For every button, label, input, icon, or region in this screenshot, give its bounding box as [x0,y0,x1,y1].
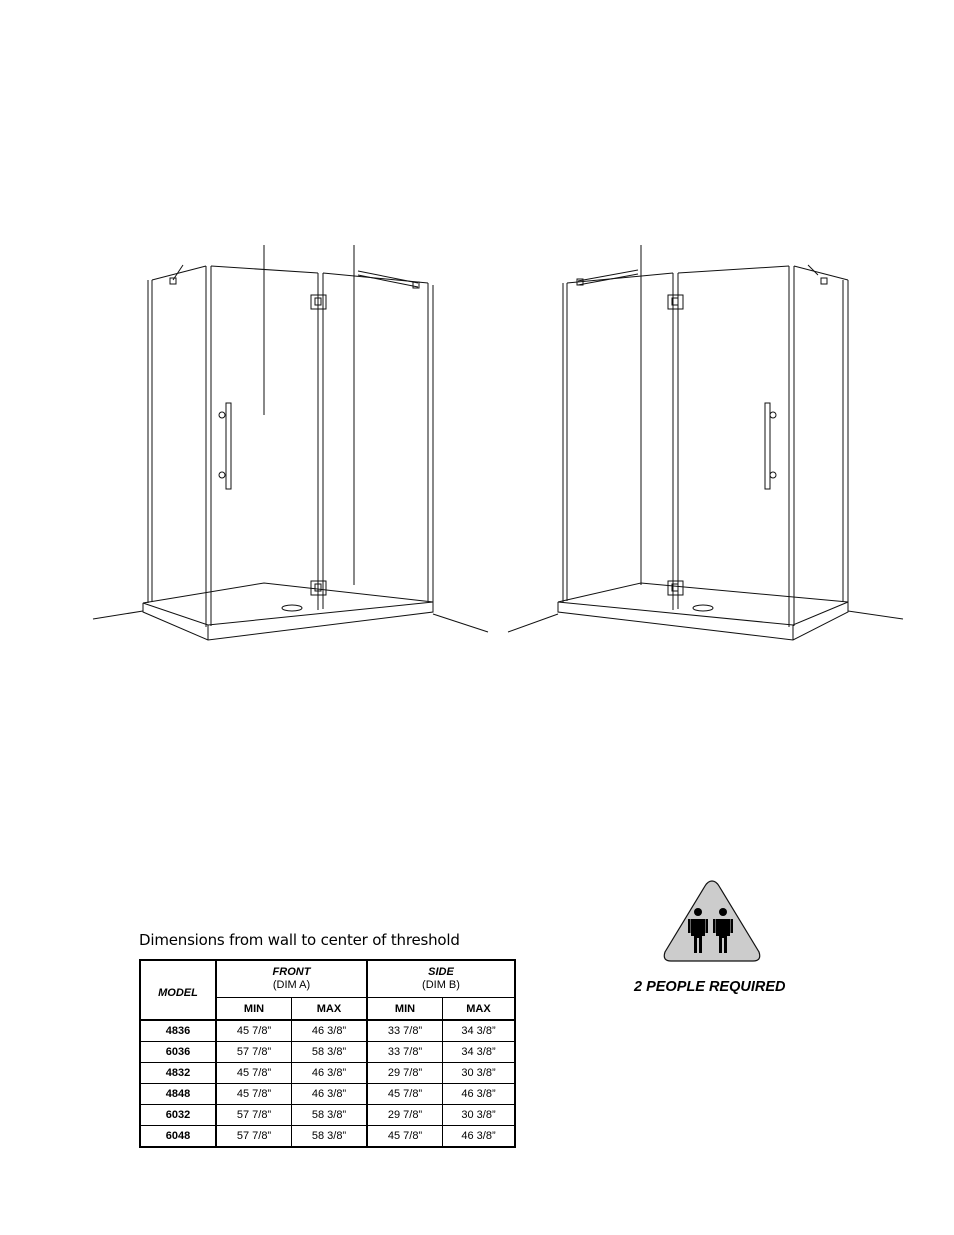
side-max-header: MAX [443,998,516,1021]
side-glass-panel [563,283,567,602]
table-caption: Dimensions from wall to center of threshold [139,931,460,949]
front-max-cell: 58 3/8” [292,1126,368,1148]
side-group-header [367,960,515,998]
door-panel [567,273,848,610]
table-row [140,1084,515,1105]
front-min-header: MIN [216,998,292,1021]
model-cell: 4832 [140,1063,216,1084]
front-min-cell: 45 7/8” [216,1020,292,1042]
side-min-cell: 33 7/8” [367,1020,443,1042]
side-max-cell: 30 3/8” [443,1105,516,1126]
side-max-cell: 46 3/8” [443,1126,516,1148]
front-group-header [216,960,367,998]
table-group-header-row [140,960,515,998]
front-max-cell: 46 3/8” [292,1084,368,1105]
side-min-cell: 45 7/8” [367,1126,443,1148]
shower-enclosure-left-drawing [88,245,498,650]
side-max-cell: 30 3/8” [443,1063,516,1084]
side-min-cell: 29 7/8” [367,1105,443,1126]
warning-triangle-badge [661,878,763,964]
table-row [140,1063,515,1084]
side-header-title: SIDE [428,966,454,978]
side-header-subtitle: (DIM B) [422,979,460,991]
front-min-cell: 45 7/8” [216,1084,292,1105]
side-min-cell: 45 7/8” [367,1084,443,1105]
front-min-cell: 57 7/8” [216,1126,292,1148]
model-cell: 4848 [140,1084,216,1105]
model-header: MODEL [140,960,216,1020]
door-handle [765,403,776,489]
hinges [668,295,683,595]
front-min-cell: 57 7/8” [216,1105,292,1126]
side-max-cell: 34 3/8” [443,1042,516,1063]
front-max-header: MAX [292,998,368,1021]
table-row [140,1126,515,1148]
side-min-cell: 33 7/8” [367,1042,443,1063]
shower-enclosure-right-drawing [503,245,913,650]
model-cell: 6032 [140,1105,216,1126]
front-max-cell: 46 3/8” [292,1020,368,1042]
front-min-cell: 57 7/8” [216,1042,292,1063]
side-max-cell: 34 3/8” [443,1020,516,1042]
front-max-cell: 46 3/8” [292,1063,368,1084]
model-cell: 6048 [140,1126,216,1148]
door-panel [318,273,433,610]
model-cell: 6036 [140,1042,216,1063]
table-row [140,1020,515,1042]
dimensions-table [139,959,516,1148]
side-min-cell: 29 7/8” [367,1063,443,1084]
shower-base [558,583,848,640]
side-min-header: MIN [367,998,443,1021]
table-row [140,1105,515,1126]
front-max-cell: 58 3/8” [292,1105,368,1126]
front-max-cell: 58 3/8” [292,1042,368,1063]
front-min-cell: 45 7/8” [216,1063,292,1084]
front-glass-panel [152,266,318,627]
warning-text: 2 PEOPLE REQUIRED [634,979,786,995]
front-header-title: FRONT [272,966,311,978]
model-cell: 4836 [140,1020,216,1042]
table-row [140,1042,515,1063]
side-glass-panel [148,280,152,603]
support-bars [170,265,419,288]
front-header-subtitle: (DIM A) [272,979,311,991]
front-glass-panel [678,266,848,627]
shower-base [143,583,433,640]
door-handle [219,403,231,489]
side-max-cell: 46 3/8” [443,1084,516,1105]
